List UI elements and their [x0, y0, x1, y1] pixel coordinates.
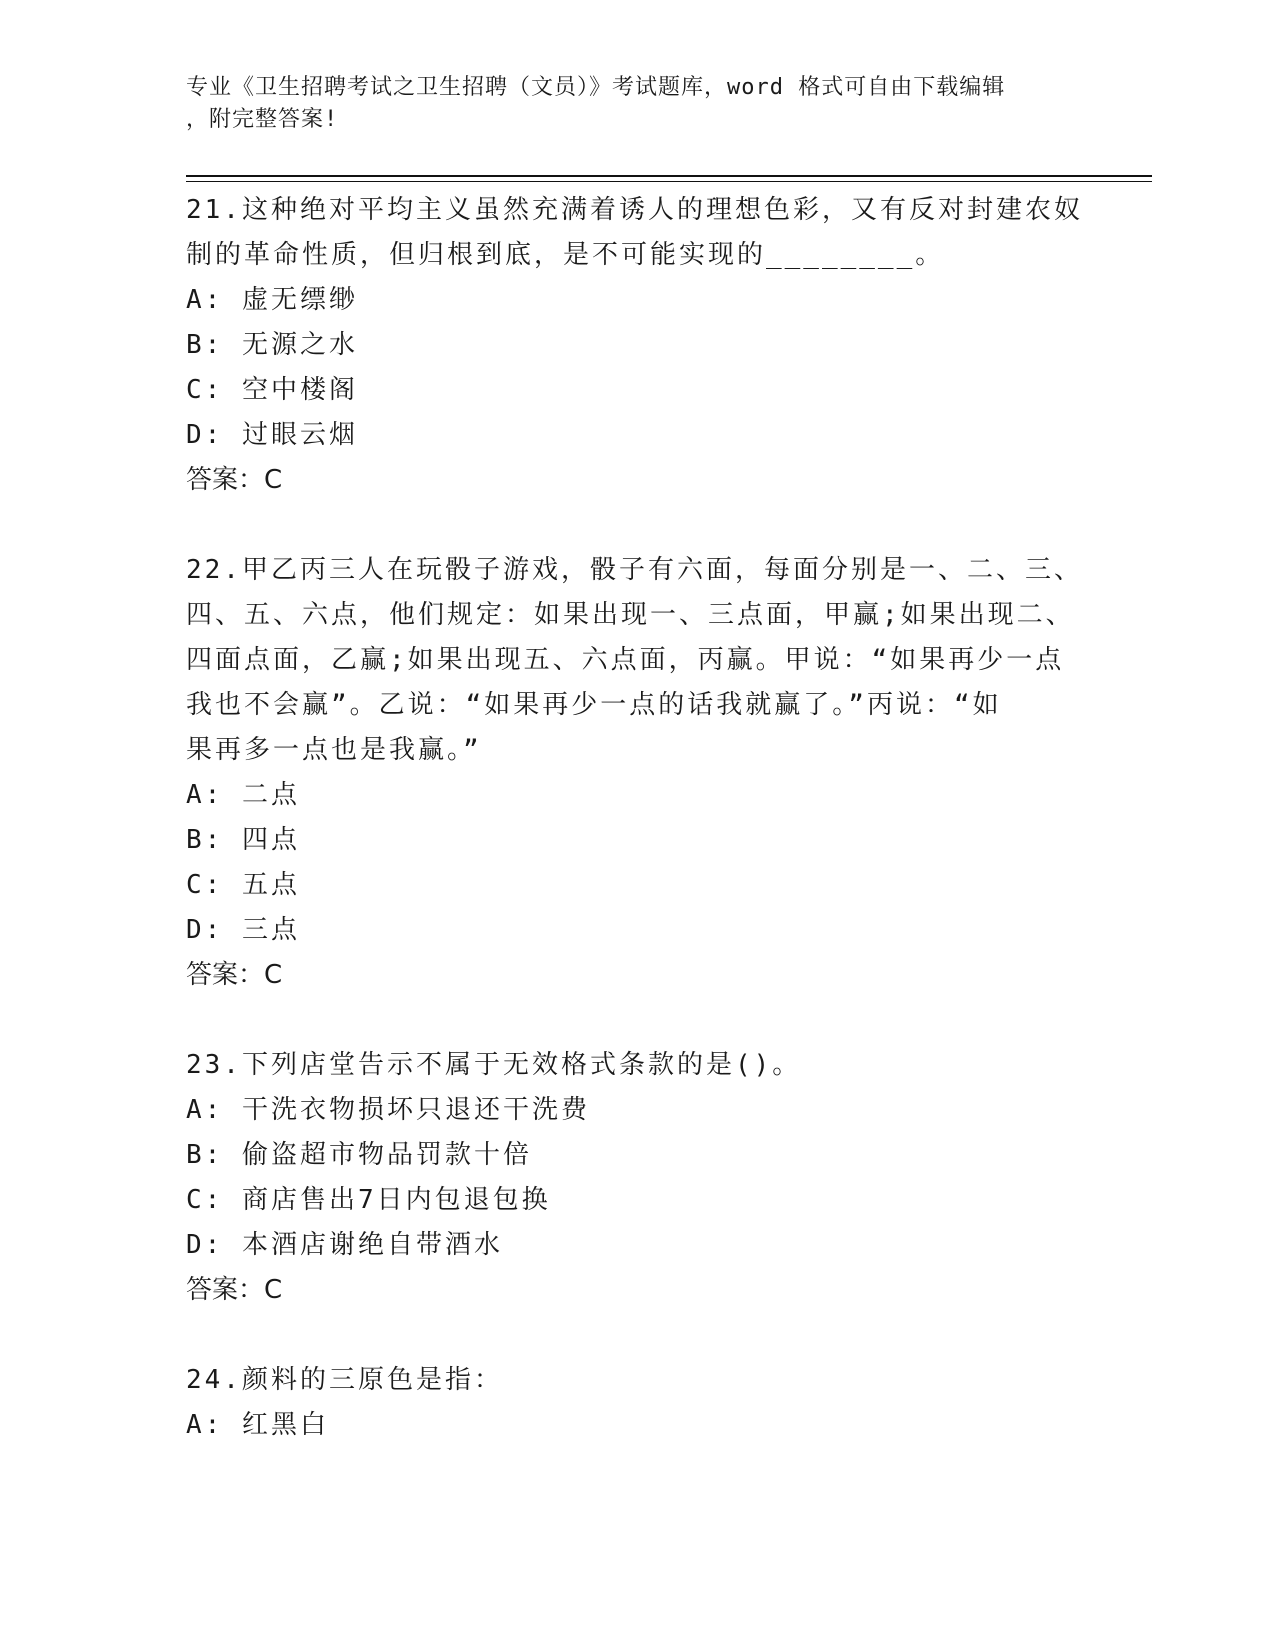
- option-a: A: 红黑白: [186, 1410, 329, 1440]
- question-text-line: 果再多一点也是我赢。”: [186, 735, 482, 765]
- spacer: [186, 503, 1086, 548]
- answer-line: 答案：C: [186, 465, 283, 495]
- option-b: B: 偷盗超市物品罚款十倍: [186, 1140, 532, 1170]
- header-line-2: ，附完整答案!: [186, 107, 339, 132]
- option-b: B: 四点: [186, 825, 300, 855]
- question-24: [186, 1358, 1086, 1448]
- question-21: [186, 188, 1086, 503]
- answer-line: 答案：C: [186, 1275, 283, 1305]
- option-d: D: 三点: [186, 915, 300, 945]
- question-text-line: 我也不会赢”。乙说：“如果再少一点的话我就赢了。”丙说：“如: [186, 690, 1002, 720]
- question-text-line: 21.这种绝对平均主义虽然充满着诱人的理想色彩，又有反对封建农奴: [186, 195, 1083, 225]
- option-d: D: 过眼云烟: [186, 420, 358, 450]
- question-text-line: 24.颜料的三原色是指：: [186, 1365, 503, 1395]
- header-divider-thin: [186, 181, 1152, 182]
- question-22: [186, 548, 1086, 998]
- option-c: C: 空中楼阁: [186, 375, 358, 405]
- header-divider-thick: [186, 175, 1152, 177]
- question-text-line: 制的革命性质，但归根到底，是不可能实现的________。: [186, 240, 945, 270]
- question-text-line: 四、五、六点，他们规定：如果出现一、三点面，甲赢;如果出现二、: [186, 600, 1075, 630]
- question-text-line: 四面点面，乙赢;如果出现五、六点面，丙赢。甲说：“如果再少一点: [186, 645, 1065, 675]
- option-a: A: 干洗衣物损坏只退还干洗费: [186, 1095, 590, 1125]
- document-header: [186, 72, 1066, 136]
- question-list: [186, 188, 1086, 1448]
- header-line-1: 专业《卫生招聘考试之卫生招聘（文员）》考试题库，word 格式可自由下载编辑: [186, 75, 1006, 100]
- option-a: A: 二点: [186, 780, 300, 810]
- question-text-line: 23.下列店堂告示不属于无效格式条款的是()。: [186, 1050, 802, 1080]
- answer-line: 答案：C: [186, 960, 283, 990]
- spacer: [186, 1313, 1086, 1358]
- question-text-line: 22.甲乙丙三人在玩骰子游戏，骰子有六面，每面分别是一、二、三、: [186, 555, 1083, 585]
- option-c: C: 五点: [186, 870, 300, 900]
- option-d: D: 本酒店谢绝自带酒水: [186, 1230, 503, 1260]
- option-a: A: 虚无缥缈: [186, 285, 358, 315]
- question-23: [186, 1043, 1086, 1313]
- option-b: B: 无源之水: [186, 330, 358, 360]
- option-c: C: 商店售出7日内包退包换: [186, 1185, 551, 1215]
- spacer: [186, 998, 1086, 1043]
